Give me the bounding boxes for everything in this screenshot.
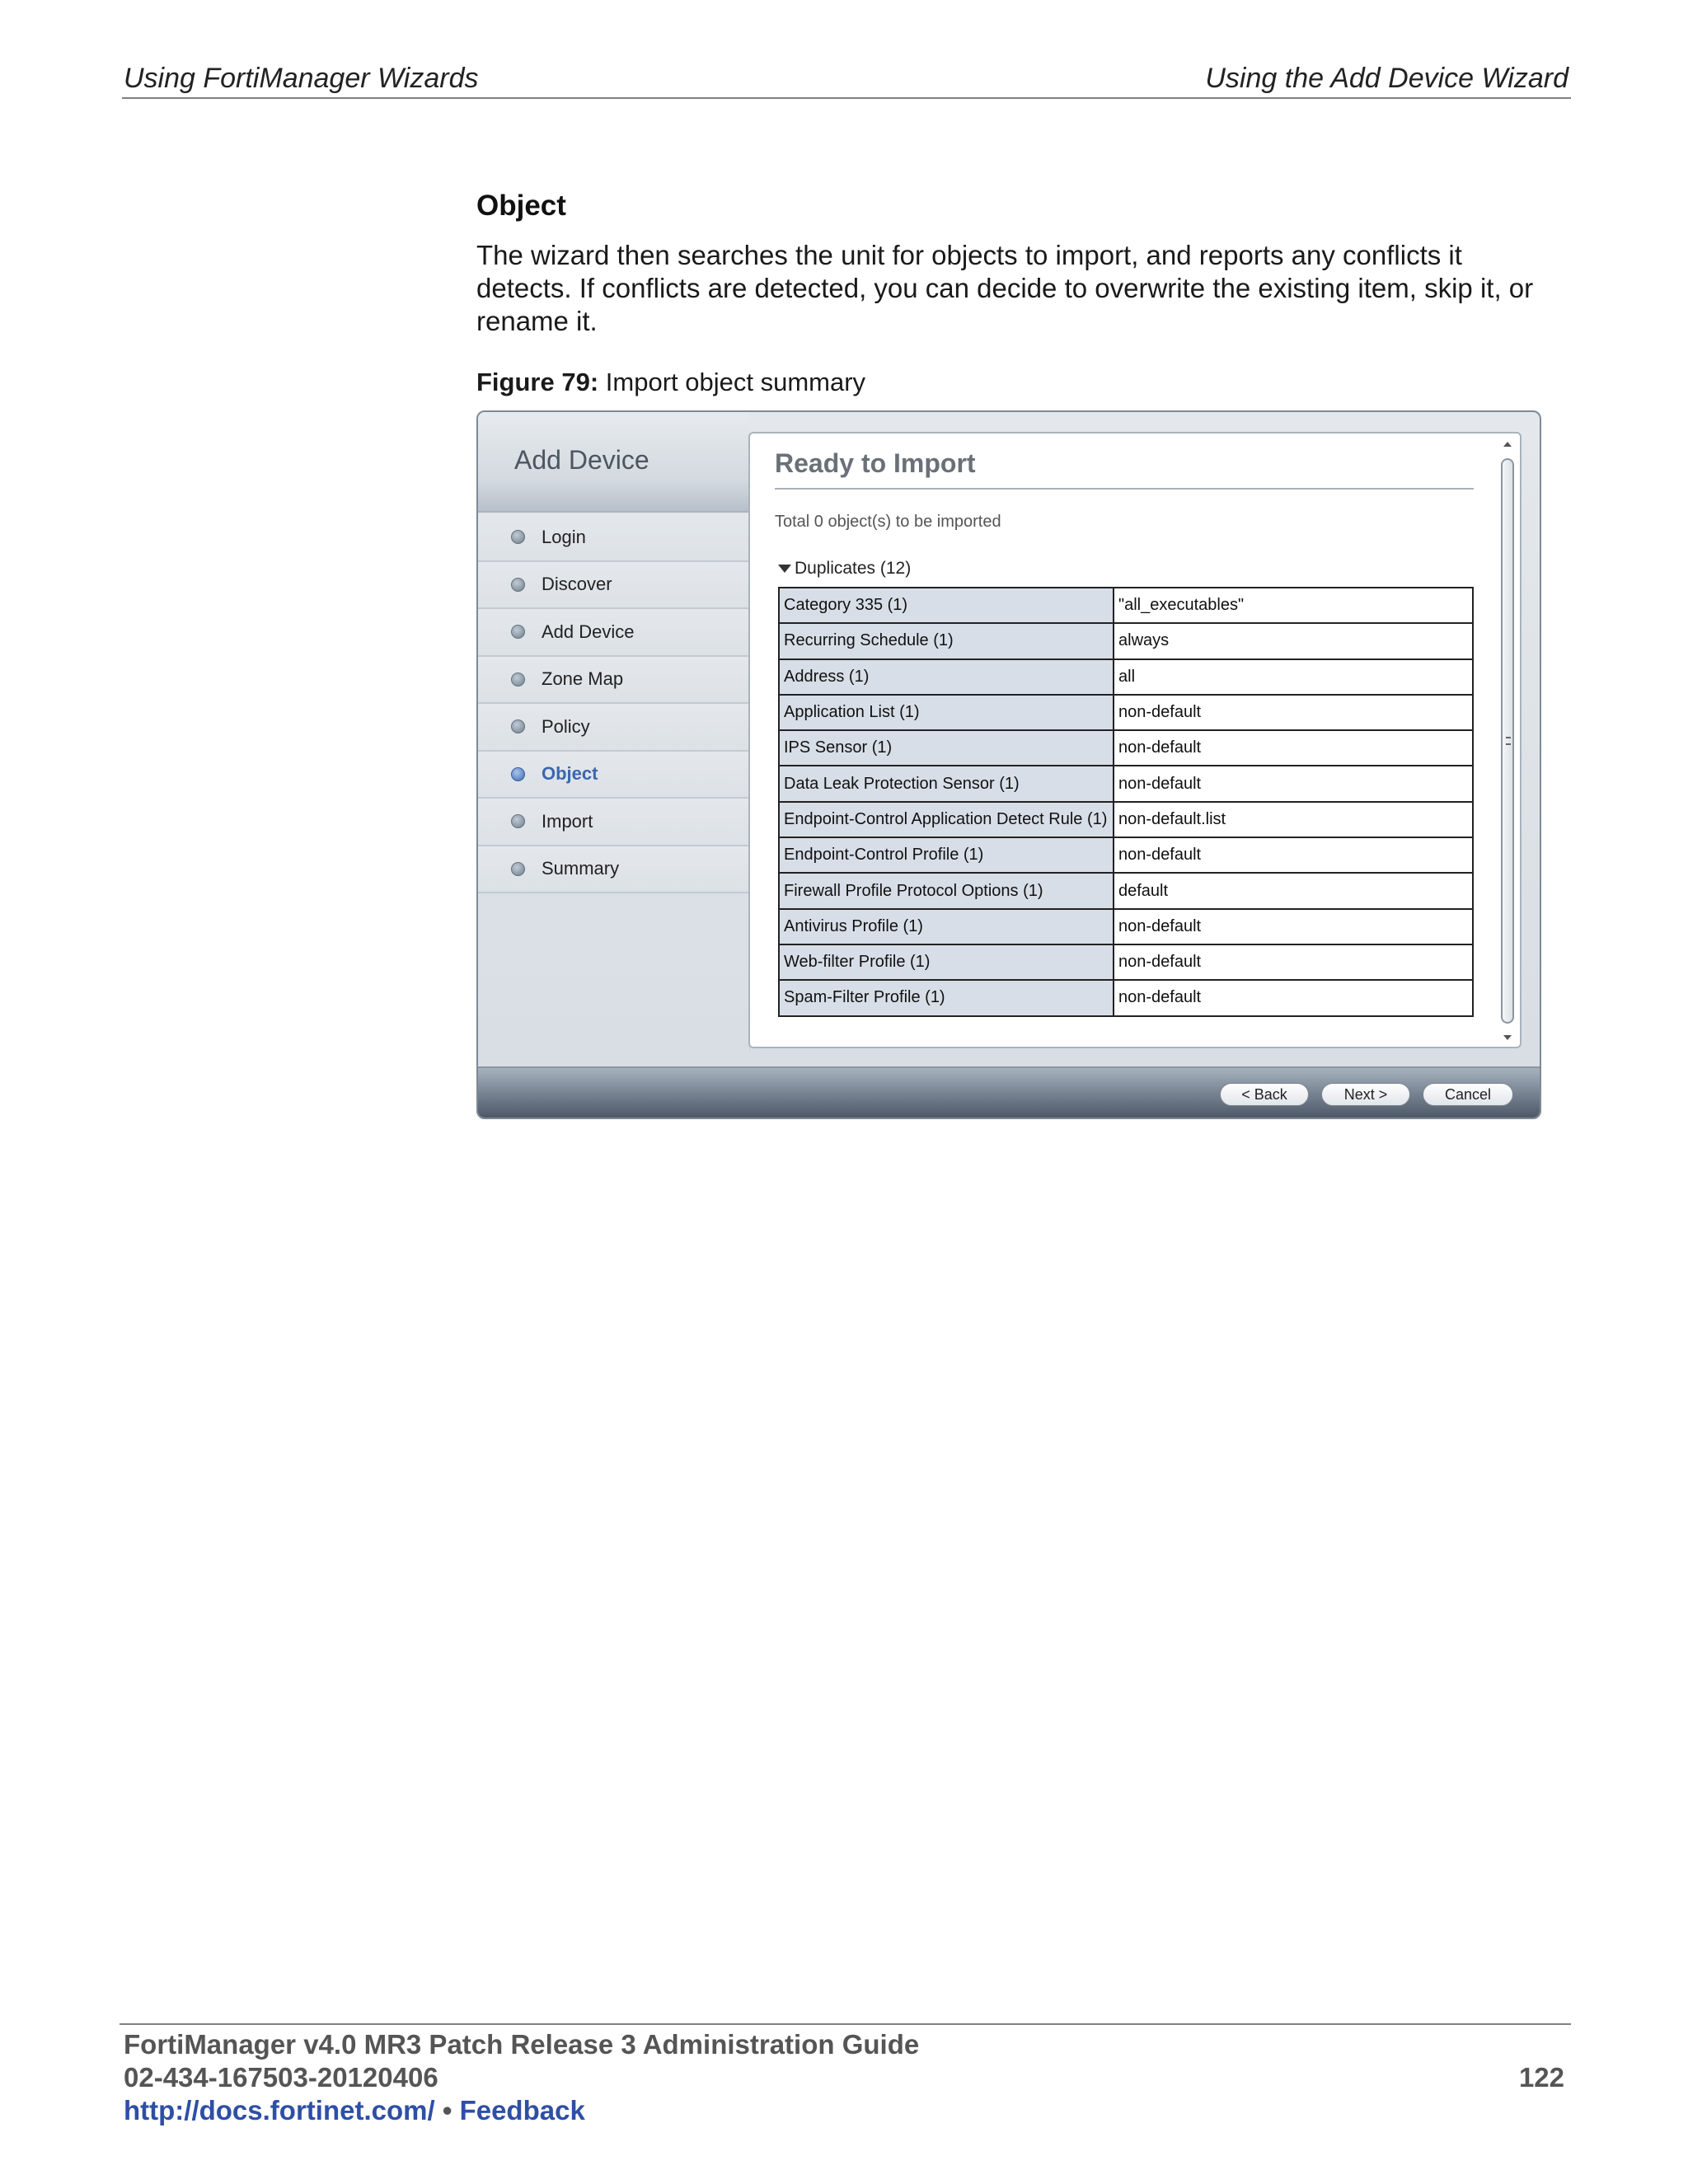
total-objects-text: Total 0 object(s) to be imported xyxy=(775,513,1001,531)
duplicate-object-value: non-default xyxy=(1114,909,1473,944)
duplicate-object-value: non-default xyxy=(1114,766,1473,801)
wizard-step-label: Policy xyxy=(542,715,590,737)
panel-title: Ready to Import xyxy=(775,448,976,478)
footer-separator: • xyxy=(442,2095,452,2125)
wizard-step-label: Object xyxy=(542,763,598,785)
wizard-step-label: Login xyxy=(542,526,586,547)
footer-links xyxy=(124,2095,585,2126)
duplicates-table xyxy=(778,587,1474,1017)
wizard-step-label: Summary xyxy=(542,858,620,879)
wizard-step-policy[interactable] xyxy=(478,704,750,752)
ready-to-import-panel xyxy=(748,432,1522,1048)
table-row xyxy=(779,695,1473,730)
table-row xyxy=(779,588,1473,623)
body-paragraph: The wizard then searches the unit for objects to import, and reports any conflicts it detects. If conflicts are detected, you can decide to overwrite the existing item, skip it, or rename it. xyxy=(476,240,1534,336)
duplicate-object-name: Antivirus Profile (1) xyxy=(779,909,1114,944)
step-bullet-icon xyxy=(511,530,525,544)
header-rule xyxy=(122,97,1571,99)
wizard-step-label: Discover xyxy=(542,574,612,595)
panel-scrollbar[interactable] xyxy=(1500,438,1515,1043)
duplicate-object-value: non-default xyxy=(1114,730,1473,766)
duplicate-object-name: Spam-Filter Profile (1) xyxy=(779,980,1114,1015)
step-bullet-icon xyxy=(511,625,525,639)
scrollbar-thumb[interactable] xyxy=(1501,458,1514,1024)
duplicate-object-value: all xyxy=(1114,659,1473,695)
table-row xyxy=(779,873,1473,908)
feedback-link[interactable]: Feedback xyxy=(459,2095,585,2125)
table-row xyxy=(779,909,1473,944)
duplicate-object-name: Endpoint-Control Profile (1) xyxy=(779,837,1114,873)
duplicate-object-name: Web-filter Profile (1) xyxy=(779,944,1114,980)
duplicate-object-name: Address (1) xyxy=(779,659,1114,695)
duplicates-toggle[interactable] xyxy=(778,559,911,579)
page-number: 122 xyxy=(1518,2062,1564,2093)
step-bullet-icon xyxy=(511,673,525,687)
wizard-sidebar-empty xyxy=(478,895,750,1052)
cancel-button[interactable]: Cancel xyxy=(1423,1083,1513,1106)
wizard-steps xyxy=(478,514,750,893)
wizard-button-bar xyxy=(478,1066,1540,1118)
next-button[interactable]: Next > xyxy=(1321,1083,1410,1106)
step-bullet-icon xyxy=(511,767,525,781)
duplicate-object-value: default xyxy=(1114,873,1473,908)
step-bullet-icon xyxy=(511,814,525,828)
duplicate-object-value: always xyxy=(1114,623,1473,658)
duplicate-object-name: Recurring Schedule (1) xyxy=(779,623,1114,658)
wizard-step-discover[interactable] xyxy=(478,562,750,610)
duplicate-object-name: IPS Sensor (1) xyxy=(779,730,1114,766)
figure-caption xyxy=(476,368,865,397)
running-header-right: Using the Add Device Wizard xyxy=(1205,63,1568,94)
scroll-down-icon[interactable] xyxy=(1503,1035,1512,1040)
table-row xyxy=(779,837,1473,873)
table-row xyxy=(779,766,1473,801)
footer-doc-number: 02-434-167503-20120406 xyxy=(124,2062,438,2093)
duplicate-object-value: "all_executables" xyxy=(1114,588,1473,623)
duplicate-object-value: non-default xyxy=(1114,837,1473,873)
wizard-step-add-device[interactable] xyxy=(478,609,750,657)
duplicate-object-name: Endpoint-Control Application Detect Rule (1) xyxy=(779,802,1114,837)
add-device-wizard xyxy=(476,410,1541,1119)
figure-caption-text: Import object summary xyxy=(605,368,866,396)
grip-icon xyxy=(1506,737,1511,745)
table-row xyxy=(779,802,1473,837)
table-row xyxy=(779,730,1473,766)
figure-label: Figure 79: xyxy=(476,368,599,396)
wizard-step-label: Import xyxy=(542,810,593,832)
duplicates-label: Duplicates (12) xyxy=(795,559,912,578)
section-title: Object xyxy=(476,190,566,222)
duplicate-object-name: Firewall Profile Protocol Options (1) xyxy=(779,873,1114,908)
back-button[interactable]: < Back xyxy=(1220,1083,1309,1106)
duplicate-object-value: non-default xyxy=(1114,695,1473,730)
duplicate-object-name: Application List (1) xyxy=(779,695,1114,730)
duplicate-object-value: non-default.list xyxy=(1114,802,1473,837)
step-bullet-icon xyxy=(511,719,525,733)
scroll-up-icon[interactable] xyxy=(1503,442,1512,447)
running-header-left: Using FortiManager Wizards xyxy=(124,63,479,94)
table-row xyxy=(779,659,1473,695)
wizard-step-summary[interactable] xyxy=(478,846,750,894)
table-row xyxy=(779,980,1473,1015)
duplicate-object-name: Data Leak Protection Sensor (1) xyxy=(779,766,1114,801)
triangle-down-icon xyxy=(778,565,791,573)
wizard-sidebar-header xyxy=(478,412,750,513)
wizard-step-login[interactable] xyxy=(478,514,750,562)
docs-link[interactable]: http://docs.fortinet.com/ xyxy=(124,2095,435,2125)
wizard-step-label: Zone Map xyxy=(542,668,624,690)
wizard-step-label: Add Device xyxy=(542,621,635,642)
footer-guide-title: FortiManager v4.0 MR3 Patch Release 3 Administration Guide xyxy=(124,2029,920,2060)
panel-title-rule xyxy=(775,488,1474,490)
wizard-step-zone-map[interactable] xyxy=(478,657,750,705)
wizard-step-object[interactable] xyxy=(478,752,750,799)
duplicate-object-value: non-default xyxy=(1114,944,1473,980)
table-row xyxy=(779,944,1473,980)
step-bullet-icon xyxy=(511,578,525,592)
wizard-sidebar-title: Add Device xyxy=(514,445,649,475)
duplicate-object-value: non-default xyxy=(1114,980,1473,1015)
duplicate-object-name: Category 335 (1) xyxy=(779,588,1114,623)
wizard-step-import[interactable] xyxy=(478,799,750,846)
footer-rule xyxy=(120,2023,1571,2025)
table-row xyxy=(779,623,1473,658)
step-bullet-icon xyxy=(511,862,525,876)
